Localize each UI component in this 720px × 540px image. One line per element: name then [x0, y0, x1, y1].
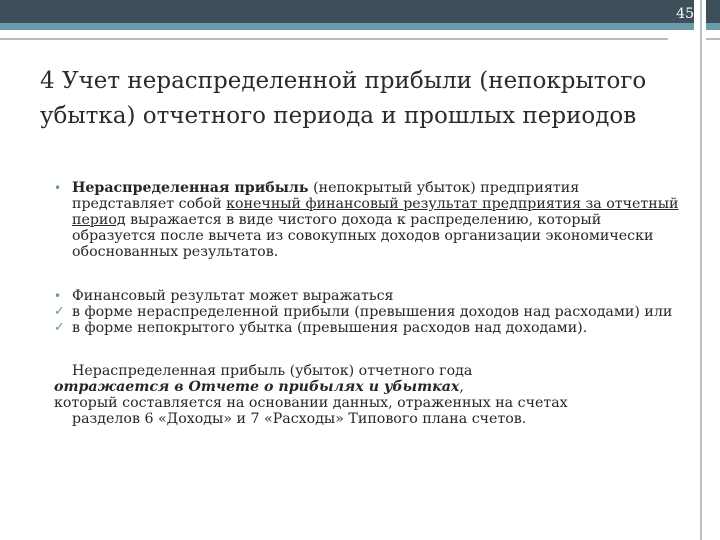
header-bar-right — [706, 0, 720, 23]
reporting-line-4: разделов 6 «Доходы» и 7 «Расходы» Типового плана счетов. — [72, 411, 527, 427]
slide-content — [54, 180, 680, 427]
definition-text-1: (непокрытый убыток) предприятия представляет собой — [72, 180, 580, 212]
definition-underlined: конечный финансовый результат предприятия за отчетный период — [72, 196, 679, 228]
definition-bullet — [54, 180, 680, 260]
header-accent-bar — [0, 23, 694, 30]
check-icon: ✓ — [54, 320, 65, 335]
slide-title: 4 Учет нераспределенной прибыли (непокрытого убытка) отчетного периода и прошлых периодов — [40, 68, 647, 129]
header-bar — [0, 0, 694, 23]
right-vertical-divider — [700, 0, 702, 540]
reporting-emphasis: отражается в Отчете о прибылях и убытках — [54, 379, 460, 395]
slide-number: 45 — [676, 6, 694, 22]
financial-result-bullet — [54, 288, 680, 304]
reporting-emphasis-line — [54, 379, 680, 395]
definition-text-2: выражается в виде чистого дохода к распределению, который образуется после вычета из совокупных доходов организации экономически обоснованных результатов. — [72, 212, 654, 260]
reporting-line-1: Нераспределенная прибыль (убыток) отчетного года — [72, 363, 473, 379]
header-accent-bar-right — [706, 23, 720, 30]
check-icon: ✓ — [54, 304, 65, 319]
financial-result-option-text: в форме нераспределенной прибыли (превышения доходов над расходами) или — [72, 304, 673, 320]
financial-result-option — [54, 320, 680, 336]
financial-result-intro: Финансовый результат может выражаться — [72, 288, 394, 304]
header-divider-right — [706, 38, 720, 40]
bullet-icon: • — [54, 181, 62, 195]
reporting-line-3: который составляется на основании данных, отраженных на счетах — [54, 395, 568, 411]
financial-result-option — [54, 304, 680, 320]
bullet-icon: • — [54, 289, 62, 303]
definition-term: Нераспределенная прибыль — [72, 180, 309, 196]
header-divider — [0, 38, 668, 40]
financial-result-option-text: в форме непокрытого убытка (превышения расходов над доходами). — [72, 320, 588, 336]
reporting-emphasis-tail: , — [459, 379, 464, 395]
